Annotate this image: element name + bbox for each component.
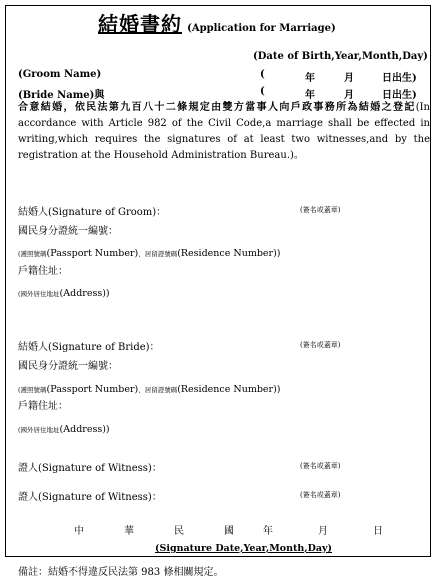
statement-chinese: 合意結婚，依民法第九百八十二條規定由雙方當事人向戶政事務所為結婚之登記: [18, 102, 416, 113]
bride-passport-cn: (護照號碼: [18, 386, 47, 394]
bride-passport-en: (Passport Number): [46, 384, 139, 395]
bride-passport-line: [18, 377, 280, 396]
groom-month: 月: [344, 73, 354, 84]
groom-sign-or-seal: (簽名或蓋章): [300, 206, 341, 214]
date-char-hua: 華: [124, 526, 134, 537]
groom-foreign-address-line: [18, 281, 110, 300]
signature-date-caption: (Signature Date,Year,Month,Day): [155, 543, 333, 554]
document-title: [98, 8, 336, 37]
groom-passport-en: (Passport Number): [46, 248, 139, 259]
title-english: (Application for Marriage): [187, 23, 336, 34]
bride-foreign-address-cn: (國外居住地址: [18, 426, 60, 434]
bride-sign-or-seal: (簽名或蓋章): [300, 341, 341, 349]
bride-day-born: 日出生): [382, 90, 417, 101]
groom-passport-line: [18, 241, 280, 260]
witness-1-label: 證人(Signature of Witness)：: [18, 463, 162, 474]
bride-month: 月: [344, 90, 354, 101]
groom-residence-cn: 、居留證號碼: [138, 250, 178, 258]
bride-paren-open: (: [260, 86, 265, 97]
bride-year: 年: [305, 90, 315, 101]
groom-year: 年: [305, 73, 315, 84]
groom-foreign-address-cn: (國外居住地址: [18, 290, 60, 298]
dob-header: (Date of Birth,Year,Month,Day): [253, 51, 428, 62]
bride-signature-label: 結婚人(Signature of Bride)：: [18, 342, 160, 353]
groom-name-label: (Groom Name): [18, 69, 102, 80]
groom-paren-open: (: [260, 69, 265, 80]
statement-english: (In accordance with Article 982 of the Civil Code,a marriage shall be effected in writing,which requires the signatures of at least two witnesses,and by the registration at the Household Administration Bureau.)。: [18, 102, 430, 161]
bride-address-label: 戶籍住址：: [18, 401, 68, 412]
groom-foreign-address-en: (Address)): [59, 288, 110, 299]
bride-id-label: 國民身分證統一編號：: [18, 361, 118, 372]
bride-residence-cn: 、居留證號碼: [138, 386, 178, 394]
date-char-zhong: 中: [74, 526, 84, 537]
bride-foreign-address-en: (Address)): [59, 424, 110, 435]
footnote: 備註：結婚不得違反民法第 983 條相關規定。: [18, 567, 224, 578]
bride-residence-en: (Residence Number)): [177, 384, 281, 395]
witness-2-sign-or-seal: (簽名或蓋章): [300, 491, 341, 499]
date-char-guo: 國: [224, 526, 234, 537]
groom-address-label: 戶籍住址：: [18, 266, 68, 277]
date-year: 年: [263, 526, 273, 537]
groom-signature-label: 結婚人(Signature of Groom)：: [18, 207, 167, 218]
title-chinese: 結婚書約: [98, 12, 182, 36]
date-char-min: 民: [174, 526, 184, 537]
marriage-statement: [18, 100, 430, 164]
witness-1-sign-or-seal: (簽名或蓋章): [300, 462, 341, 470]
bride-name-label: (Bride Name)與: [18, 90, 105, 101]
groom-day-born: 日出生): [382, 73, 417, 84]
groom-passport-cn: (護照號碼: [18, 250, 47, 258]
date-month: 月: [318, 526, 328, 537]
bride-foreign-address-line: [18, 417, 110, 436]
witness-2-label: 證人(Signature of Witness)：: [18, 492, 162, 503]
groom-residence-en: (Residence Number)): [177, 248, 281, 259]
groom-id-label: 國民身分證統一編號：: [18, 226, 118, 237]
date-day: 日: [373, 526, 383, 537]
